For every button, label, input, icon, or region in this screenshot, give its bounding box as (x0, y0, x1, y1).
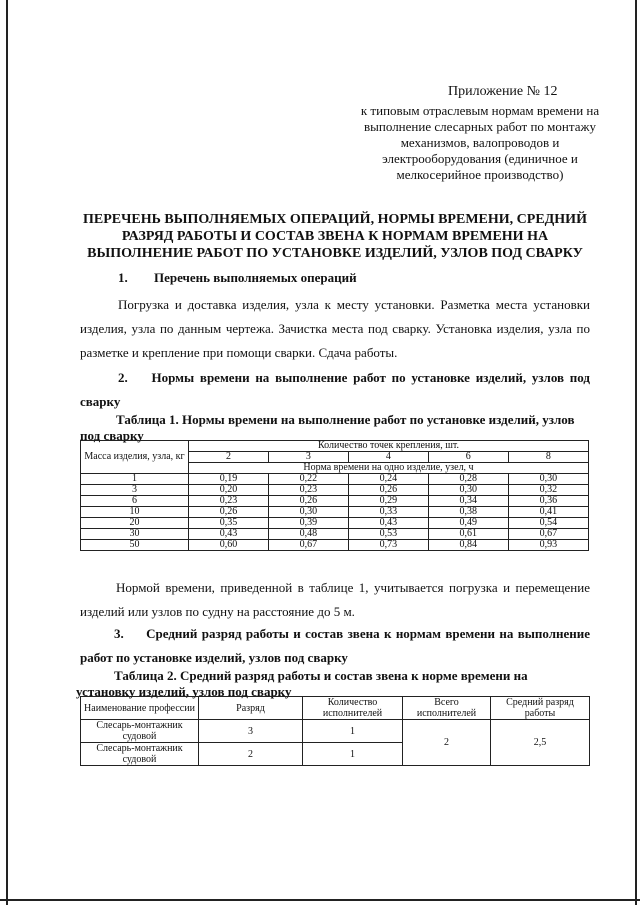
table-1-value-cell: 0,28 (428, 474, 508, 485)
table-1-value-cell: 0,43 (348, 518, 428, 529)
table-1-mass-cell: 20 (81, 518, 189, 529)
section-1-number: 1. (118, 270, 128, 285)
table-1-value-cell: 0,30 (508, 474, 588, 485)
section-2-heading (80, 366, 590, 414)
table-1-value-cell: 0,23 (189, 496, 269, 507)
table-1-value-cell: 0,24 (348, 474, 428, 485)
table-2-caption: Таблица 2. Средний разряд работы и состав звена к норме времени на установку изделий, узлов под сварку (76, 668, 528, 699)
table-2-row-1-profession: Слесарь-монтажник судовой (81, 720, 199, 743)
table-2-avg-grade: 2,5 (491, 720, 590, 766)
table-1-points-col: 4 (348, 452, 428, 463)
table-1-value-cell: 0,67 (268, 540, 348, 551)
scan-border-left (6, 0, 8, 905)
table-2-total: 2 (403, 720, 491, 766)
section-1-title: Перечень выполняемых операций (154, 270, 357, 285)
table-1-value-cell: 0,20 (189, 485, 269, 496)
table-row (81, 540, 589, 551)
table-1-mass-cell: 6 (81, 496, 189, 507)
table-2 (80, 696, 590, 766)
table-2-row-1-grade: 3 (199, 720, 303, 743)
table-2-header-count: Количество исполнителей (303, 697, 403, 720)
table-1-mass-cell: 30 (81, 529, 189, 540)
table-1-value-cell: 0,53 (348, 529, 428, 540)
table-1-mass-cell: 3 (81, 485, 189, 496)
table-1 (80, 440, 589, 551)
table-1-value-cell: 0,84 (428, 540, 508, 551)
table-row (81, 496, 589, 507)
table-1-value-cell: 0,60 (189, 540, 269, 551)
table-1-value-cell: 0,22 (268, 474, 348, 485)
table-1-value-cell: 0,30 (268, 507, 348, 518)
table-2-header-total: Всего исполнителей (403, 697, 491, 720)
table-1-value-cell: 0,93 (508, 540, 588, 551)
section-2-title: Нормы времени на выполнение работ по установке изделий, узлов под сварку (80, 370, 590, 409)
table-1-value-cell: 0,26 (268, 496, 348, 507)
table-2-header-profession: Наименование профессии (81, 697, 199, 720)
appendix-title: Приложение № 12 (448, 84, 558, 99)
table-1-norm-label: Норма времени на одно изделие, узел, ч (189, 463, 589, 474)
document-title: ПЕРЕЧЕНЬ ВЫПОЛНЯЕМЫХ ОПЕРАЦИЙ, НОРМЫ ВРЕМЕНИ, СРЕДНИЙ РАЗРЯД РАБОТЫ И СОСТАВ ЗВЕНА К НОРМАМ ВРЕМЕНИ НА ВЫПОЛНЕНИЕ РАБОТ ПО УСТАНОВКЕ ИЗДЕЛИЙ, УЗЛОВ ПОД СВАРКУ (83, 212, 587, 261)
table-1-value-cell: 0,35 (189, 518, 269, 529)
table-2-header-grade: Разряд (199, 697, 303, 720)
table-1-mass-cell: 50 (81, 540, 189, 551)
table-1-mass-cell: 10 (81, 507, 189, 518)
table-2-row-2-profession: Слесарь-монтажник судовой (81, 743, 199, 766)
table-1-body (81, 474, 589, 551)
table-1-value-cell: 0,32 (508, 485, 588, 496)
table-2-row-2-grade: 2 (199, 743, 303, 766)
table-1-points-col: 2 (189, 452, 269, 463)
scan-border-right (635, 0, 637, 905)
table-1-value-cell: 0,41 (508, 507, 588, 518)
section-3-title: Средний разряд работы и состав звена к нормам времени на выполнение работ по установке изделий, узлов под сварку (80, 626, 590, 665)
table-2-header-avg-grade: Средний разряд работы (491, 697, 590, 720)
table-row (81, 529, 589, 540)
table-1-mass-cell: 1 (81, 474, 189, 485)
table-1-value-cell: 0,23 (268, 485, 348, 496)
table-1-value-cell: 0,61 (428, 529, 508, 540)
scan-border-bottom (0, 899, 640, 901)
table-row (81, 518, 589, 529)
table-row (81, 507, 589, 518)
table-1-value-cell: 0,29 (348, 496, 428, 507)
table-1-value-cell: 0,73 (348, 540, 428, 551)
table-1-value-cell: 0,43 (189, 529, 269, 540)
table-1-points-header: Количество точек крепления, шт. (189, 441, 589, 452)
table-2-row-1-count: 1 (303, 720, 403, 743)
section-1-text: Погрузка и доставка изделия, узла к месту установки. Разметка места установки изделия, узла по данным чертежа. Зачистка места под сварку. Установка изделия, узла по разметке и крепление при помощи сварки. Сдача работы. (80, 297, 590, 360)
table-1-value-cell: 0,19 (189, 474, 269, 485)
table-1-value-cell: 0,26 (348, 485, 428, 496)
table-row (81, 474, 589, 485)
table-row (81, 485, 589, 496)
table-1-value-cell: 0,34 (428, 496, 508, 507)
table-2-row-2-count: 1 (303, 743, 403, 766)
table-1-value-cell: 0,48 (268, 529, 348, 540)
table-1-value-cell: 0,39 (268, 518, 348, 529)
table-1-value-cell: 0,33 (348, 507, 428, 518)
table-1-caption: Таблица 1. Нормы времени на выполнение работ по установке изделий, узлов под сварку (80, 412, 575, 443)
section-3-number: 3. (114, 626, 124, 641)
table-1-note: Нормой времени, приведенной в таблице 1, учитывается погрузка и перемещение изделий или узлов по судну на расстояние до 5 м. (80, 580, 590, 619)
table-1-value-cell: 0,38 (428, 507, 508, 518)
table-1-value-cell: 0,54 (508, 518, 588, 529)
table-1-value-cell: 0,49 (428, 518, 508, 529)
table-1-mass-header: Масса изделия, узла, кг (81, 441, 189, 474)
appendix-subtitle: к типовым отраслевым нормам времени на выполнение слесарных работ по монтажу механизмов, валопроводов и электрооборудования (единичное и мелкосерийное производство) (360, 103, 600, 182)
table-1-points-col: 6 (428, 452, 508, 463)
table-1-value-cell: 0,67 (508, 529, 588, 540)
table-1-value-cell: 0,36 (508, 496, 588, 507)
table-1-value-cell: 0,26 (189, 507, 269, 518)
table-1-points-col: 8 (508, 452, 588, 463)
section-2-number: 2. (118, 370, 128, 385)
section-3-heading (80, 622, 590, 670)
table-1-points-col: 3 (268, 452, 348, 463)
table-1-value-cell: 0,30 (428, 485, 508, 496)
